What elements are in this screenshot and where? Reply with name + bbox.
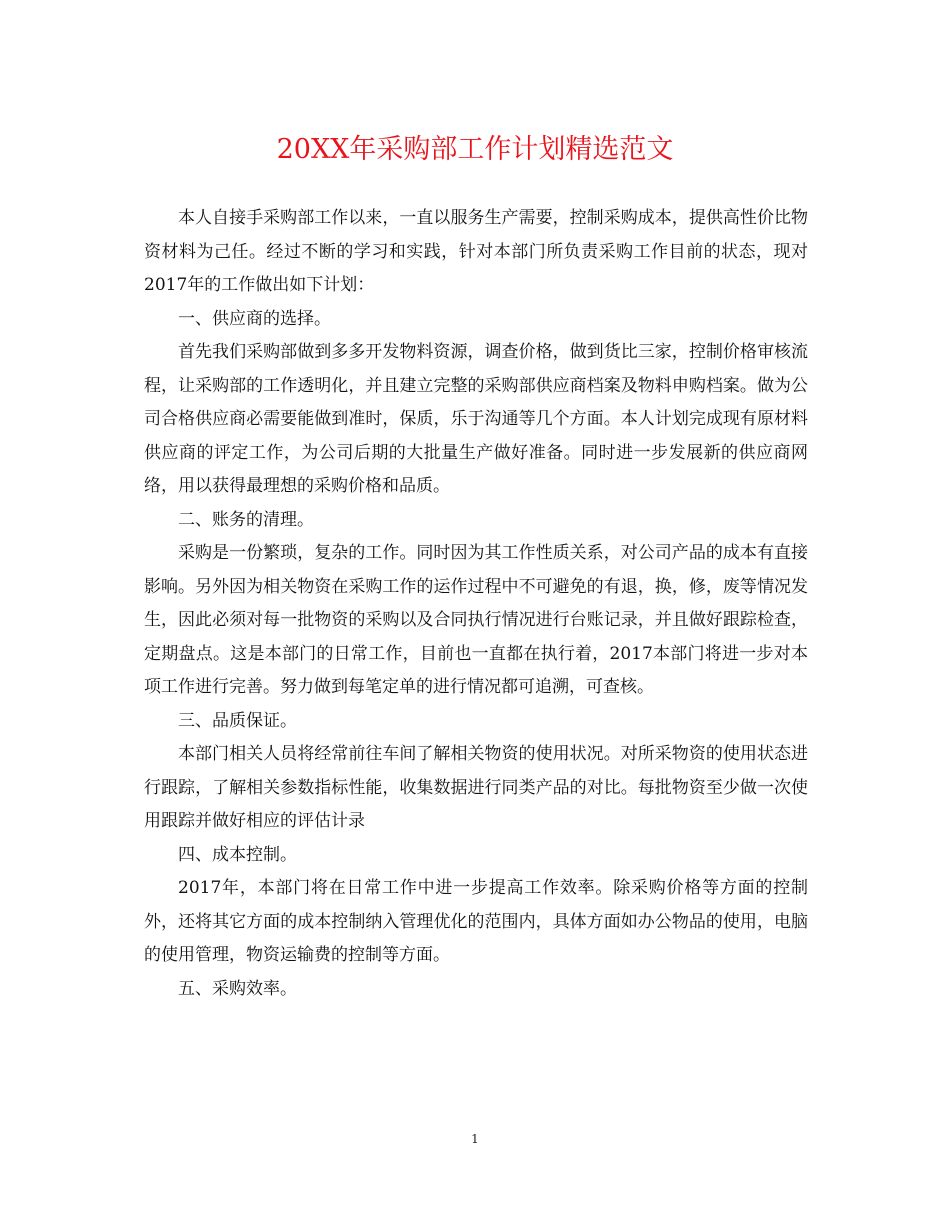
section-heading-cost: 四、成本控制。 xyxy=(178,844,297,865)
document-body xyxy=(144,202,808,1006)
paragraph-supplier: 首先我们采购部做到多多开发物料资源，调查价格，做到货比三家，控制价格审核流程，让采购部的工作透明化，并且建立完整的采购部供应商档案及物料申购档案。做为公司合格供应商必需要能做到准时，保质，乐于沟通等几个方面。本人计划完成现有原材料供应商的评定工作，为公司后期的大批量生产做好准备。同时进一步发展新的供应商网络，用以获得最理想的采购价格和品质。 xyxy=(144,342,808,496)
paragraph-accounts: 采购是一份繁琐，复杂的工作。同时因为其工作性质关系，对公司产品的成本有直接影响。另外因为相关物资在采购工作的运作过程中不可避免的有退，换，修，废等情况发生，因此必须对每一批物资的采购以及合同执行情况进行台账记录，并且做好跟踪检查，定期盘点。这是本部门的日常工作，目前也一直都在执行着，2017本部门将进一步对本项工作进行完善。努力做到每笔定单的进行情况都可追溯，可查核。 xyxy=(144,543,808,697)
document-title: 20XX年采购部工作计划精选范文 xyxy=(276,134,674,165)
section-heading-efficiency: 五、采购效率。 xyxy=(178,978,297,999)
section-heading-supplier: 一、供应商的选择。 xyxy=(178,308,331,329)
paragraph-intro: 本人自接手采购部工作以来，一直以服务生产需要，控制采购成本，提供高性价比物资材料为己任。经过不断的学习和实践，针对本部门所负责采购工作目前的状态，现对2017年的工作做出如下计划： xyxy=(144,208,808,295)
section-heading-quality: 三、品质保证。 xyxy=(178,710,297,731)
section-heading-accounts: 二、账务的清理。 xyxy=(178,509,314,530)
paragraph-cost: 2017年，本部门将在日常工作中进一步提高工作效率。除采购价格等方面的控制外，还将其它方面的成本控制纳入管理优化的范围内，具体方面如办公物品的使用，电脑的使用管理，物资运输费的控制等方面。 xyxy=(144,878,808,965)
page-number: 1 xyxy=(471,1132,479,1146)
paragraph-quality: 本部门相关人员将经常前往车间了解相关物资的使用状况。对所采物资的使用状态进行跟踪，了解相关参数指标性能，收集数据进行同类产品的对比。每批物资至少做一次使用跟踪并做好相应的评估计录 xyxy=(144,744,808,831)
